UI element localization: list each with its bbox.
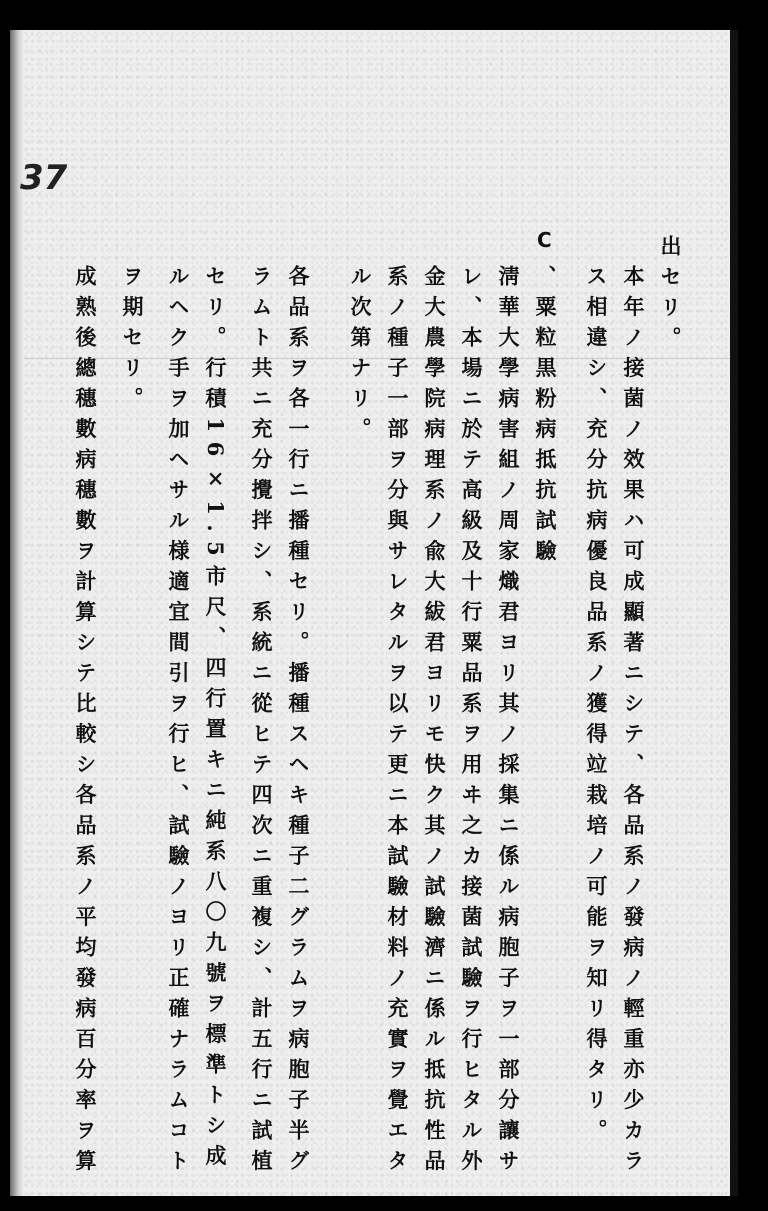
text-column-13: ヲ期セリ。 — [120, 265, 145, 418]
text-column-6: 金大農學院病理系ノ兪大紱君ヨリモ快ク其ノ試驗濟ニ係ル抵抗性品 — [422, 265, 447, 1180]
page-binding-edge — [10, 30, 24, 1196]
text-column-9: 各品系ヲ各一行ニ播種セリ。播種スヘキ種子二グラムヲ病胞子半グ — [286, 265, 311, 1180]
page-number: 37 — [20, 158, 68, 198]
text-column-14: 成熟後總穗數病穗數ヲ計算シテ比較シ各品系ノ平均發病百分率ヲ算 — [73, 265, 98, 1180]
text-column-5: レ、本場ニ於テ高級及十行粟品系ヲ用ヰ之カ接菌試驗ヲ行ヒタル外 — [459, 265, 484, 1180]
section-letter: C — [537, 228, 552, 252]
section-heading: 、粟粒黒粉病抵抗試驗 — [533, 265, 558, 570]
text-column-10: ラムト共ニ充分攪拌シ、系統ニ從ヒテ四次ニ重複シ、計五行ニ試植 — [249, 265, 274, 1180]
scan-border-outer — [742, 30, 768, 1196]
text-column-3: ス相違シ、充分抗病優良品系ノ獲得竝栽培ノ可能ヲ知リ得タリ。 — [584, 265, 609, 1150]
text-column-7: 系ノ種子一部ヲ分與サレタルヲ以テ更ニ本試驗材料ノ充實ヲ覺エタ — [385, 265, 410, 1180]
text-column-8: ル次第ナリ。 — [348, 265, 373, 448]
text-column-2: 本年ノ接菌ノ效果ハ可成顯著ニシテ、各品系ノ發病ノ輕重亦少カラ — [621, 265, 646, 1180]
text-column-4: 淸華大學病害組ノ周家熾君ヨリ其ノ採集ニ係ル病胞子ヲ一部分讓サ — [496, 265, 521, 1180]
scan-border-right — [730, 30, 738, 1196]
document-page — [10, 30, 738, 1196]
text-column-1: 出セリ。 — [658, 235, 683, 357]
text-column-12: ルヘク手ヲ加ヘサル様適宜間引ヲ行ヒ、試驗ノヨリ正確ナラムコト — [166, 265, 191, 1180]
text-column-11: セリ。行積16×1.5市尺、四行置キニ純系八〇九號ヲ標準トシ成 — [203, 265, 228, 1176]
